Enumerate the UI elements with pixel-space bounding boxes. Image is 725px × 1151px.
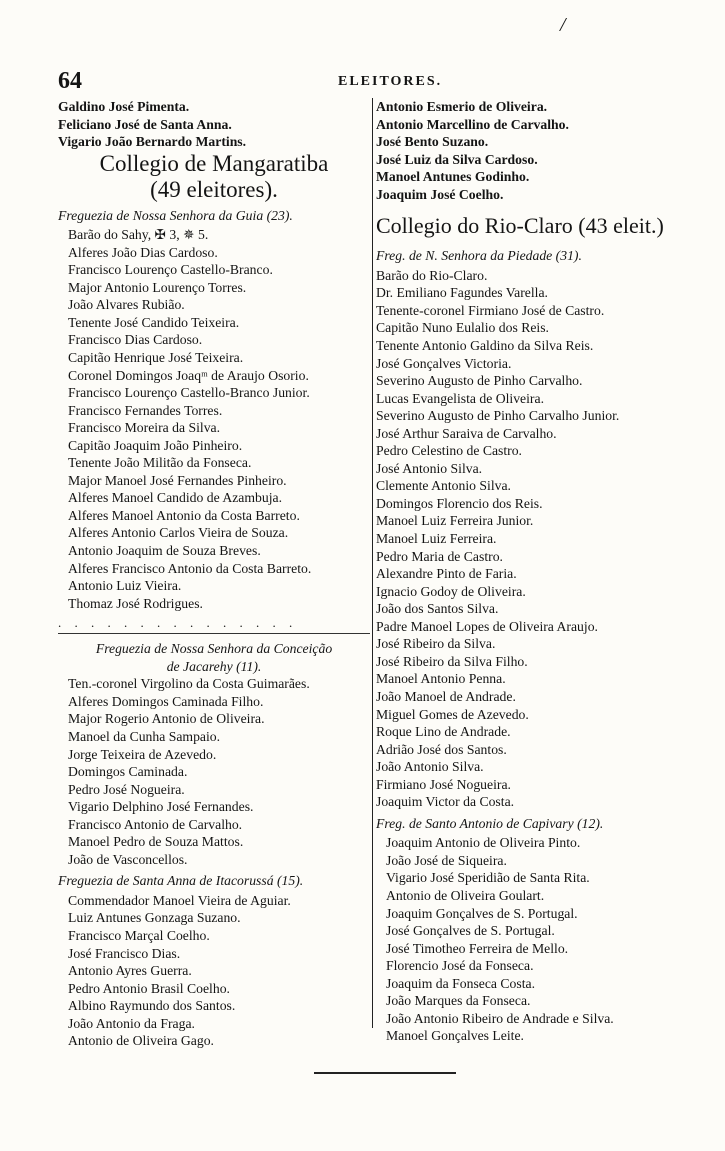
elector-entry: Antonio Ayres Guerra.: [68, 963, 192, 979]
parish-list-capivary: [376, 834, 702, 1045]
elector-entry: Padre Manoel Lopes de Oliveira Araujo.: [376, 618, 598, 634]
elector-entry: Adrião José dos Santos.: [376, 741, 507, 757]
elector-entry: João dos Santos Silva.: [376, 601, 499, 617]
page-header: [58, 68, 698, 98]
college-heading-rio-claro: Collegio do Rio-Claro (43 eleit.): [376, 213, 664, 239]
elector-entry: Francisco Lourenço Castello-Branco Junior.: [68, 385, 310, 401]
elector-entry: Pedro José Nogueira.: [68, 781, 185, 797]
elector-entry: Antonio de Oliveira Goulart.: [386, 887, 545, 903]
elector-entry: Clemente Antonio Silva.: [376, 478, 511, 494]
dotted-separator: . . . . . . . . . . . . . . .: [58, 615, 298, 631]
elector-entry: Pedro Celestino de Castro.: [376, 443, 522, 459]
elector-entry: Francisco Moreira da Silva.: [68, 420, 221, 436]
college-heading-mangaratiba: Collegio de Mangaratiba: [99, 150, 329, 176]
parish-heading-piedade: Freg. de N. Senhora da Piedade (31).: [376, 248, 582, 264]
separator-rule: [58, 633, 370, 634]
elector-entry: José Antonio Silva.: [376, 460, 483, 476]
elector-entry: Thomaz José Rodrigues.: [68, 595, 203, 611]
elector-entry: João Alvares Rubião.: [68, 297, 185, 313]
parish-heading-jacarehy-1: Freguezia de Nossa Senhora da Conceição: [95, 641, 333, 657]
right-column: [376, 98, 702, 1045]
elector-entry: Capitão Joaquim João Pinheiro.: [68, 437, 243, 453]
elector-entry: Joaquim José Coelho.: [376, 186, 504, 202]
elector-entry: Major Manoel José Fernandes Pinheiro.: [68, 472, 287, 488]
elector-entry: Barão do Rio-Claro.: [376, 267, 488, 283]
elector-entry: Antonio Marcellino de Carvalho.: [376, 116, 569, 132]
elector-entry: Manoel Pedro de Souza Mattos.: [68, 834, 244, 850]
running-title: ELEITORES.: [338, 74, 443, 89]
elector-entry: Manoel da Cunha Sampaio.: [68, 728, 221, 744]
elector-entry: Manoel Gonçalves Leite.: [386, 1028, 524, 1044]
parish-list-itacorussa: [58, 892, 370, 1050]
elector-entry: Miguel Gomes de Azevedo.: [376, 706, 529, 722]
elector-entry: Alexandre Pinto de Faria.: [376, 566, 517, 582]
elector-entry: Dr. Emiliano Fagundes Varella.: [376, 285, 548, 301]
elector-entry: Vigario José Speridião de Santa Rita.: [386, 870, 590, 886]
elector-entry: Roque Lino de Andrade.: [376, 724, 511, 740]
college-heading-mangaratiba-count: (49 eleitores).: [150, 176, 278, 202]
left-intro-list: [58, 98, 370, 151]
elector-entry: Vigario João Bernardo Martins.: [58, 134, 247, 150]
elector-entry: Firmiano José Nogueira.: [376, 776, 511, 792]
elector-entry: Antonio Esmerio de Oliveira.: [376, 99, 548, 114]
parish-list-guia: [58, 226, 370, 612]
elector-entry: José Arthur Saraiva de Carvalho.: [376, 425, 557, 441]
parish-heading-guia: Freguezia de Nossa Senhora da Guia (23).: [58, 207, 293, 223]
elector-entry: Feliciano José de Santa Anna.: [58, 116, 232, 132]
elector-entry: José Bento Suzano.: [376, 134, 489, 150]
elector-entry: Alferes Manoel Candido de Azambuja.: [68, 490, 282, 506]
elector-entry: Antonio Joaquim de Souza Breves.: [68, 543, 261, 559]
elector-entry: Francisco Dias Cardoso.: [68, 332, 203, 348]
left-column: [58, 98, 370, 1050]
elector-entry: Lucas Evangelista de Oliveira.: [376, 390, 544, 406]
elector-entry: Vigario Delphino José Fernandes.: [68, 799, 254, 815]
elector-entry: Manoel Antonio Penna.: [376, 671, 506, 687]
elector-entry: Joaquim da Fonseca Costa.: [386, 975, 536, 991]
elector-entry: José Francisco Dias.: [68, 945, 181, 961]
page-number: 64: [58, 68, 82, 94]
elector-entry: Antonio Luiz Vieira.: [68, 578, 182, 594]
elector-entry: Pedro Maria de Castro.: [376, 548, 503, 564]
elector-entry: João Marques da Fonseca.: [386, 993, 531, 1009]
elector-entry: Francisco Marçal Coelho.: [68, 927, 210, 943]
elector-entry: Ignacio Godoy de Oliveira.: [376, 583, 526, 599]
elector-entry: Pedro Antonio Brasil Coelho.: [68, 980, 230, 996]
elector-entry: Alferes Francisco Antonio da Costa Barreto.: [68, 560, 312, 576]
elector-entry: José Gonçalves de S. Portugal.: [386, 923, 555, 939]
elector-entry: José Timotheo Ferreira de Mello.: [386, 940, 569, 956]
elector-entry: João de Vasconcellos.: [68, 851, 188, 867]
elector-entry: Manoel Luiz Ferreira.: [376, 531, 497, 547]
elector-entry: Domingos Caminada.: [68, 764, 188, 780]
elector-entry: Manoel Antunes Godinho.: [376, 169, 530, 185]
corner-pen-mark: /: [560, 14, 566, 36]
elector-entry: Alferes João Dias Cardoso.: [68, 244, 218, 260]
parish-heading-capivary: Freg. de Santo Antonio de Capivary (12).: [376, 815, 604, 831]
elector-entry: Severino Augusto de Pinho Carvalho Junior.: [376, 408, 620, 424]
elector-entry: Barão do Sahy, ✠ 3, ✵ 5.: [68, 227, 209, 243]
elector-entry: João Antonio Ribeiro de Andrade e Silva.: [386, 1010, 614, 1026]
elector-entry: José Ribeiro da Silva Filho.: [376, 653, 528, 669]
elector-entry: Albino Raymundo dos Santos.: [68, 998, 236, 1014]
end-rule: [314, 1072, 456, 1074]
elector-entry: Manoel Luiz Ferreira Junior.: [376, 513, 534, 529]
elector-entry: Galdino José Pimenta.: [58, 99, 190, 114]
parish-list-jacarehy: [58, 675, 370, 868]
elector-entry: Tenente José Candido Teixeira.: [68, 314, 240, 330]
elector-entry: José Ribeiro da Silva.: [376, 636, 496, 652]
elector-entry: Antonio de Oliveira Gago.: [68, 1033, 214, 1049]
elector-entry: Joaquim Victor da Costa.: [376, 794, 515, 810]
elector-entry: Florencio José da Fonseca.: [386, 958, 534, 974]
elector-entry: Alferes Antonio Carlos Vieira de Souza.: [68, 525, 289, 541]
elector-entry: Capitão Nuno Eulalio dos Reis.: [376, 320, 549, 336]
elector-entry: Francisco Antonio de Carvalho.: [68, 816, 243, 832]
column-divider: [372, 98, 373, 1028]
elector-entry: Ten.-coronel Virgolino da Costa Guimarães.: [68, 676, 310, 692]
elector-entry: Alferes Manoel Antonio da Costa Barreto.: [68, 507, 300, 523]
elector-entry: João Manoel de Andrade.: [376, 688, 516, 704]
elector-entry: Jorge Teixeira de Azevedo.: [68, 746, 217, 762]
elector-entry: João Antonio da Fraga.: [68, 1015, 195, 1031]
elector-entry: Francisco Fernandes Torres.: [68, 402, 223, 418]
elector-entry: Tenente Antonio Galdino da Silva Reis.: [376, 338, 594, 354]
elector-entry: Tenente João Militão da Fonseca.: [68, 455, 252, 471]
elector-entry: José Luiz da Silva Cardoso.: [376, 151, 538, 167]
right-intro-list: [376, 98, 702, 203]
elector-entry: Francisco Lourenço Castello-Branco.: [68, 262, 273, 278]
parish-heading-jacarehy-2: de Jacarehy (11).: [166, 658, 262, 674]
elector-entry: Domingos Florencio dos Reis.: [376, 495, 543, 511]
elector-entry: Major Antonio Lourenço Torres.: [68, 279, 247, 295]
elector-entry: Luiz Antunes Gonzaga Suzano.: [68, 910, 241, 926]
parish-heading-itacorussa: Freguezia de Santa Anna de Itacorussá (15).: [58, 873, 304, 889]
elector-entry: José Gonçalves Victoria.: [376, 355, 512, 371]
elector-entry: João José de Siqueira.: [386, 852, 507, 868]
elector-entry: Alferes Domingos Caminada Filho.: [68, 693, 264, 709]
elector-entry: Coronel Domingos Joaqᵐ de Araujo Osorio.: [68, 367, 309, 383]
elector-entry: Capitão Henrique José Teixeira.: [68, 350, 244, 366]
elector-entry: Joaquim Antonio de Oliveira Pinto.: [386, 835, 581, 851]
elector-entry: Joaquim Gonçalves de S. Portugal.: [386, 905, 578, 921]
elector-entry: Tenente-coronel Firmiano José de Castro.: [376, 302, 605, 318]
parish-list-piedade: [376, 267, 702, 811]
elector-entry: Commendador Manoel Vieira de Aguiar.: [68, 892, 291, 908]
elector-entry: João Antonio Silva.: [376, 759, 484, 775]
elector-entry: Major Rogerio Antonio de Oliveira.: [68, 711, 265, 727]
elector-entry: Severino Augusto de Pinho Carvalho.: [376, 373, 583, 389]
